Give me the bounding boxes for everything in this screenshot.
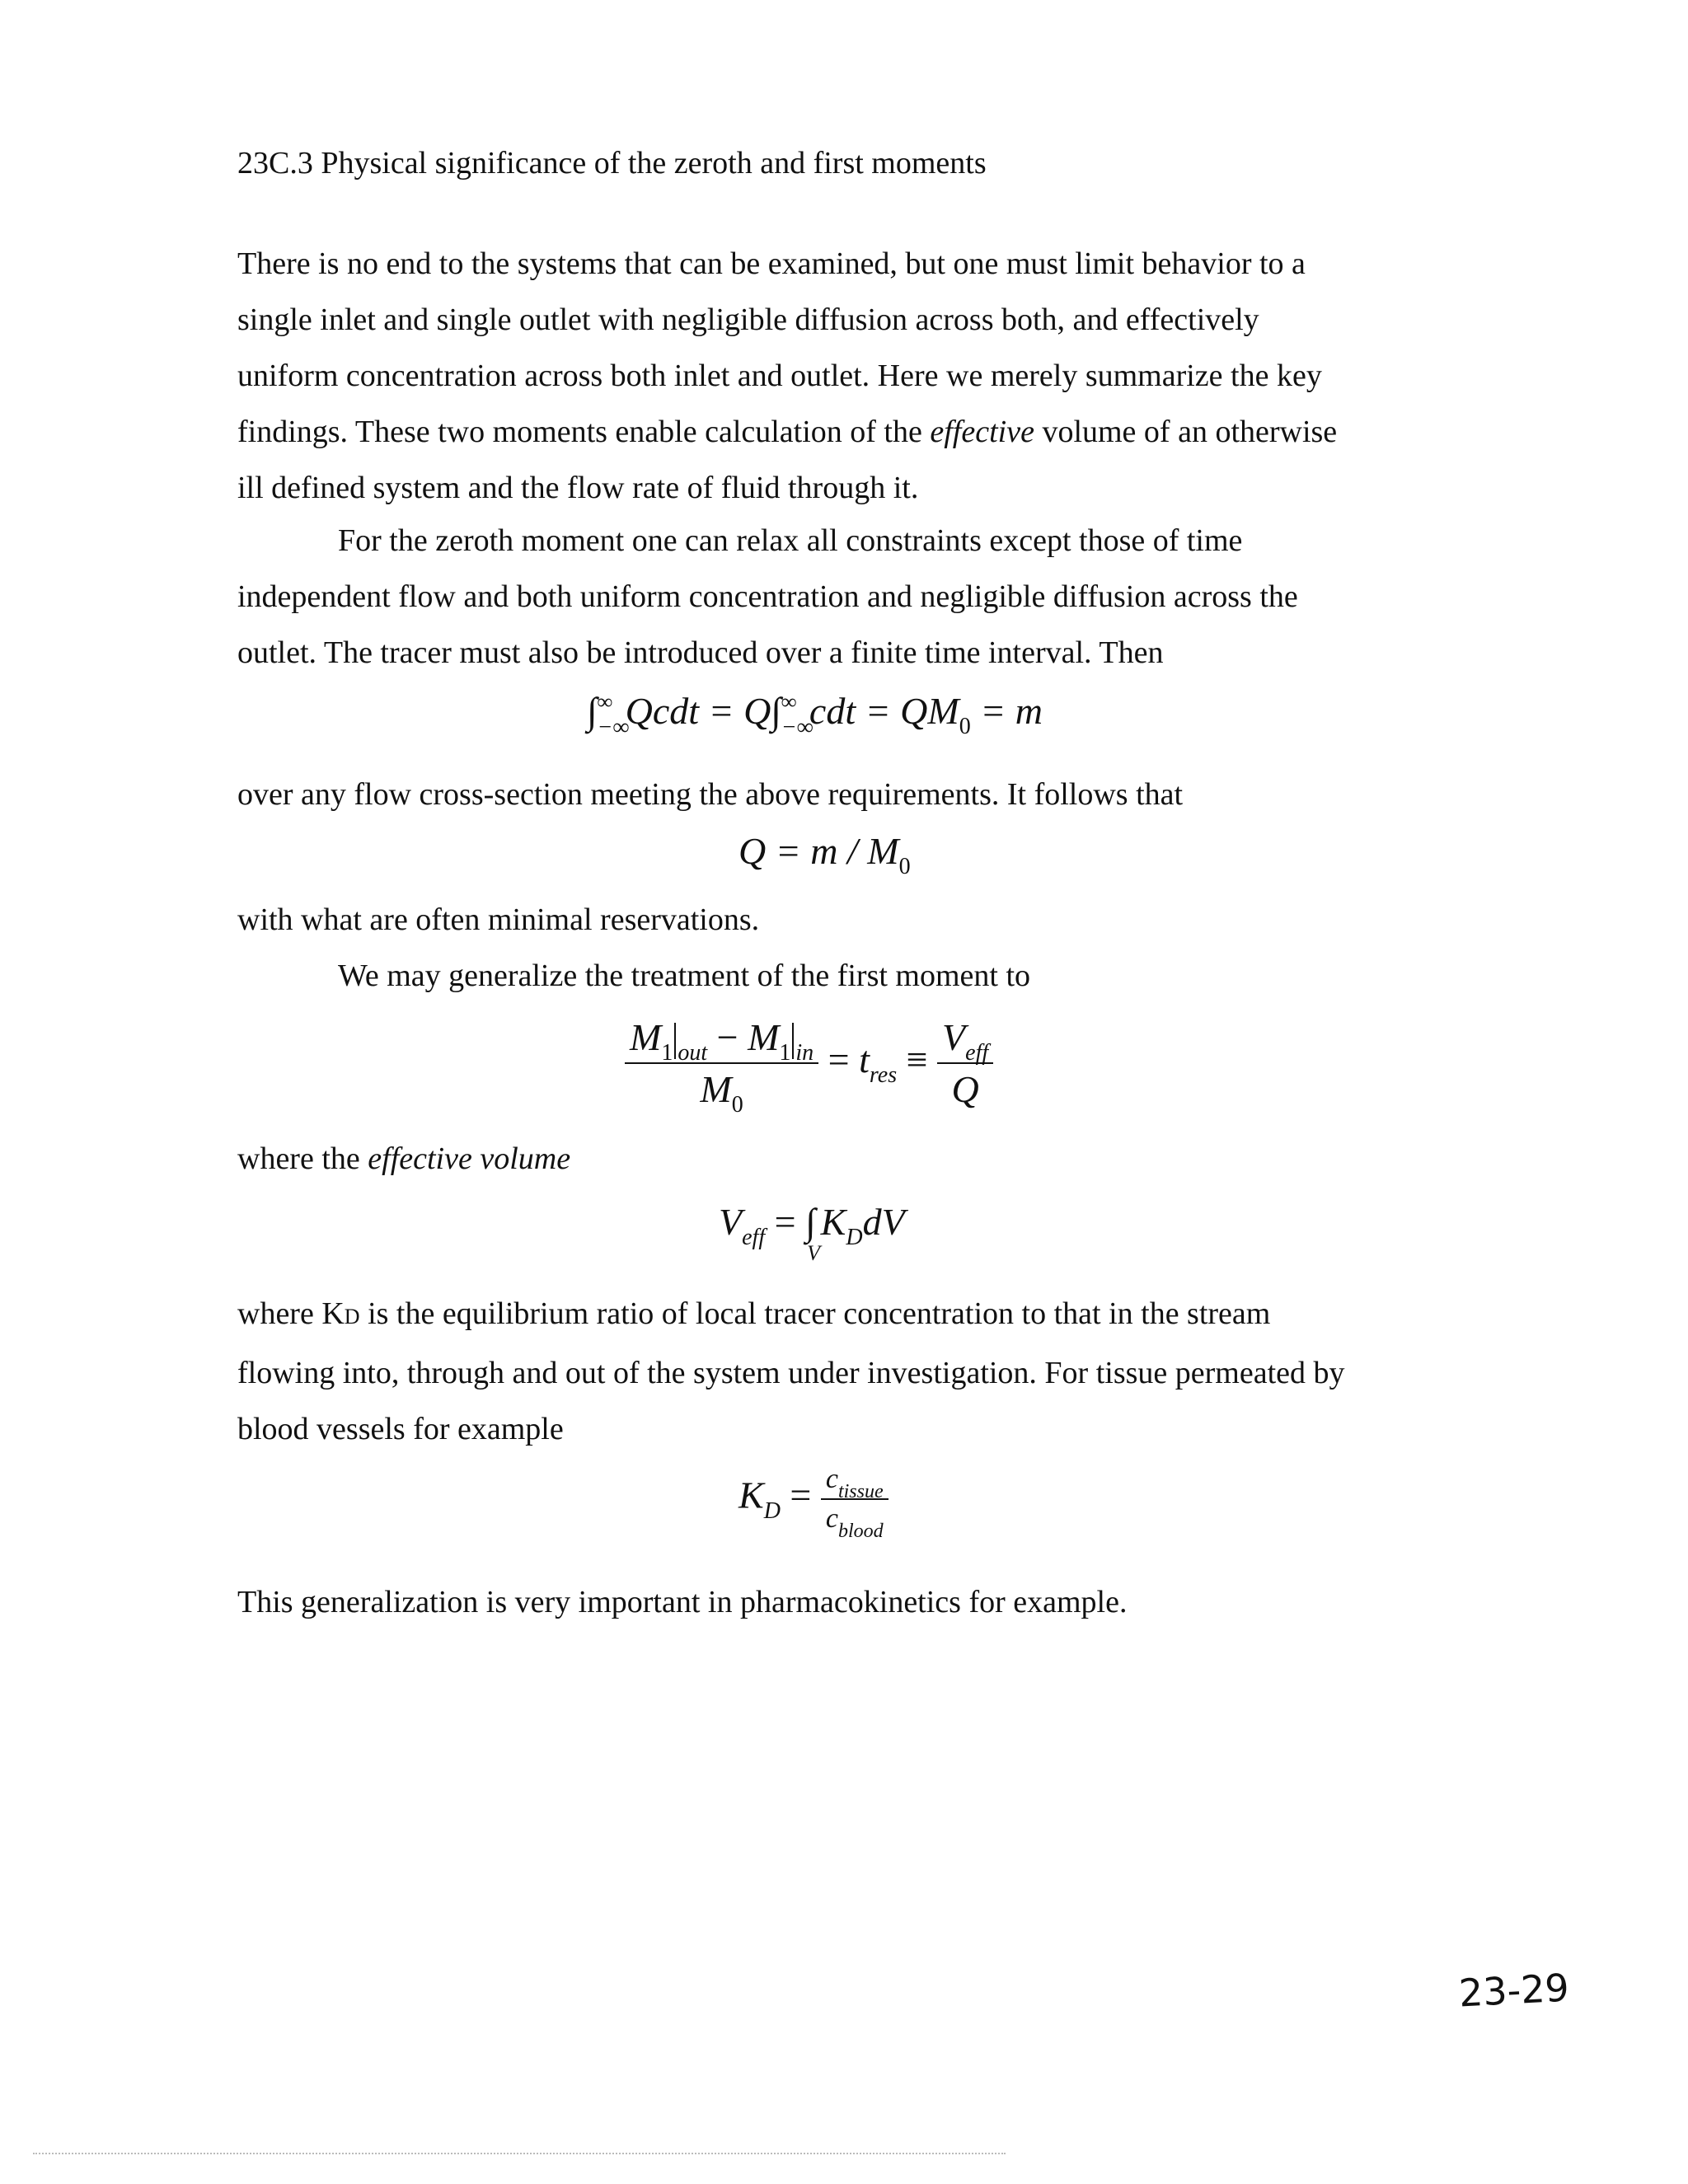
- evaluation-bar: [792, 1023, 794, 1059]
- fraction-numerator: [625, 1015, 818, 1064]
- page-number: 23-29: [1457, 1965, 1570, 2016]
- text-line: This generalization is very important in pharmacokinetics for example.: [237, 1585, 1128, 1619]
- operator: ≡: [897, 1038, 938, 1080]
- symbol: K: [738, 1474, 764, 1516]
- equation-partition-coefficient: [738, 1464, 889, 1542]
- emphasis-text: effective: [930, 415, 1034, 449]
- equation-first-moment: [625, 1015, 993, 1118]
- text-line: [237, 1131, 1449, 1187]
- symbol: dV: [862, 1201, 905, 1243]
- paragraph-partition-coefficient: [237, 1286, 1449, 1457]
- text-line: single inlet and single outlet with negligible diffusion across both, and effectively: [237, 302, 1259, 337]
- symbol: Q: [951, 1068, 979, 1111]
- text-line: ill defined system and the flow rate of fluid through it.: [237, 471, 919, 505]
- subscript: eff: [965, 1040, 989, 1066]
- subscript: 0: [959, 714, 971, 739]
- paragraph-intro: [237, 236, 1449, 516]
- evaluation-bar: [674, 1023, 676, 1059]
- fraction: [821, 1464, 889, 1542]
- subscript: tissue: [837, 1481, 884, 1502]
- text-line: blood vessels for example: [237, 1412, 564, 1446]
- fraction: [937, 1015, 993, 1111]
- subscript: out: [678, 1040, 708, 1066]
- subscript: blood: [837, 1521, 884, 1542]
- subscript: res: [869, 1062, 898, 1088]
- subscript: 1: [779, 1040, 791, 1066]
- text-line: with what are often minimal reservations.: [237, 902, 760, 937]
- fraction-denominator: [625, 1064, 818, 1118]
- text-fragment: volume of an otherwise: [1034, 415, 1338, 449]
- emphasis-text: effective volume: [368, 1141, 571, 1176]
- text-line: [237, 404, 1449, 460]
- integral-sign: ∫: [587, 690, 598, 732]
- integral-sign: ∫: [771, 690, 781, 732]
- symbol: M: [630, 1016, 662, 1058]
- equation-flow-rate: [738, 829, 911, 879]
- fraction-denominator: [937, 1064, 993, 1111]
- symbol: t: [859, 1038, 870, 1080]
- scan-artifact: [33, 2153, 1006, 2154]
- text-fragment: is the equilibrium ratio of local tracer concentration to that in the stream: [359, 1296, 1271, 1331]
- paragraph-line: [237, 892, 1449, 1004]
- text-line: over any flow cross-section meeting the above requirements. It follows that: [237, 777, 1184, 812]
- equation-term: cdt = QM: [809, 690, 959, 732]
- fraction-numerator: [821, 1464, 889, 1500]
- symbol: V: [942, 1016, 966, 1059]
- integral-upper-limit: ∞: [597, 690, 613, 715]
- paragraph-line: [237, 1131, 1449, 1187]
- integral-lower-limit: −∞: [597, 715, 630, 741]
- subscript: in: [795, 1040, 814, 1066]
- text-line: There is no end to the systems that can be examined, but one must limit behavior to a: [237, 246, 1306, 281]
- subscript: 1: [661, 1040, 673, 1066]
- section-heading: 23C.3 Physical significance of the zeroth and first moments: [237, 146, 987, 180]
- equation-zeroth-moment: [587, 689, 1043, 741]
- symbol: c: [825, 1503, 838, 1534]
- equation-term: = m: [970, 690, 1043, 732]
- paragraph-line: [237, 766, 1449, 823]
- subscript: 0: [731, 1092, 743, 1118]
- text-fragment: where the: [237, 1141, 368, 1176]
- equation-effective-volume: [719, 1200, 905, 1265]
- integral-lower-limit: −∞: [781, 715, 814, 741]
- integral-upper-limit: ∞: [781, 690, 797, 715]
- integral-over-volume: [805, 1200, 820, 1265]
- operator: =: [818, 1038, 860, 1080]
- text-line: uniform concentration across both inlet and outlet. Here we merely summarize the key: [237, 359, 1322, 393]
- subscript: D: [344, 1305, 360, 1329]
- paragraph-closing: [237, 1574, 1449, 1630]
- symbol: M: [700, 1068, 732, 1111]
- subscript: eff: [742, 1225, 766, 1250]
- operator: =: [780, 1474, 821, 1516]
- operator: −: [707, 1016, 748, 1058]
- symbol: M: [748, 1016, 780, 1058]
- subscript: 0: [898, 854, 911, 879]
- subscript: D: [763, 1497, 781, 1524]
- subscript: D: [846, 1225, 863, 1250]
- text-line: flowing into, through and out of the system under investigation. For tissue permeated by: [237, 1356, 1345, 1390]
- operator: =: [765, 1201, 806, 1243]
- symbol: V: [719, 1201, 743, 1243]
- text-line: [237, 1286, 1449, 1345]
- text-fragment: findings. These two moments enable calculation of the: [237, 415, 931, 449]
- equation-term: Q = m / M: [738, 830, 899, 872]
- equation-term: Qcdt = Q: [625, 690, 771, 732]
- symbol: K: [820, 1201, 846, 1243]
- text-line: For the zeroth moment one can relax all constraints except those of time: [338, 523, 1243, 558]
- text-fragment: where K: [237, 1296, 345, 1331]
- text-line: independent flow and both uniform concentration and negligible diffusion across the: [237, 579, 1298, 614]
- text-line: outlet. The tracer must also be introduced over a finite time interval. Then: [237, 635, 1164, 670]
- integral-domain: V: [807, 1241, 820, 1265]
- fraction-denominator: [821, 1500, 889, 1542]
- integral-sign: ∫: [805, 1201, 816, 1243]
- symbol: c: [825, 1464, 838, 1494]
- paragraph-zeroth-moment: [237, 513, 1449, 681]
- text-line: We may generalize the treatment of the first moment to: [338, 958, 1031, 993]
- fraction: [625, 1015, 818, 1118]
- fraction-numerator: [937, 1015, 993, 1064]
